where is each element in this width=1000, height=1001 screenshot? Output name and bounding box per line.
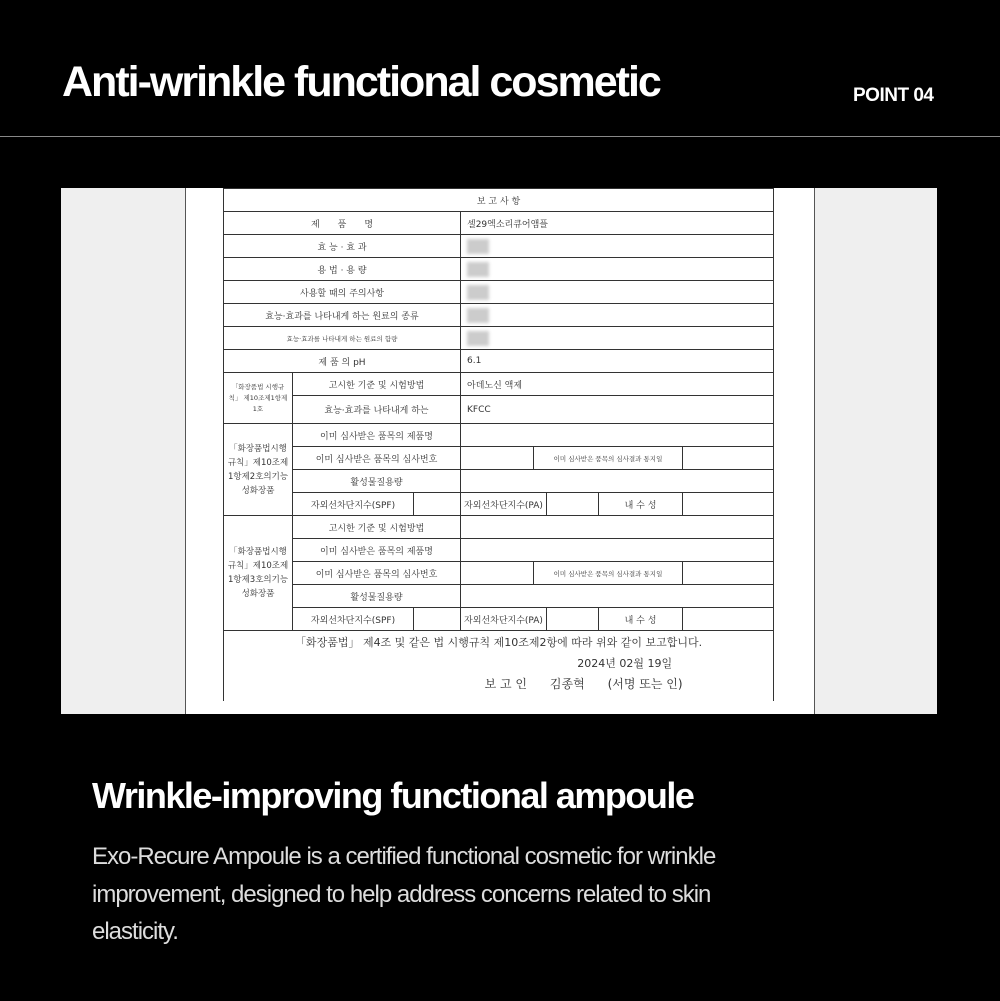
document-image <box>61 188 937 714</box>
row-label: 이미 심사받은 품목의 심사번호 <box>293 447 461 470</box>
point-label: POINT 04 <box>853 85 934 106</box>
redacted-value <box>467 308 489 323</box>
redacted-value <box>467 262 489 277</box>
section-heading: Wrinkle-improving functional ampoule <box>92 775 694 816</box>
redacted-value <box>467 331 489 346</box>
row-label: 자외선차단지수(SPF) <box>293 493 414 516</box>
row-label: 내 수 성 <box>599 493 683 516</box>
reporter-label: 보 고 인 <box>484 677 527 691</box>
row-label: 제 품 명 <box>224 212 461 235</box>
row-label: 활성물질용량 <box>293 585 461 608</box>
report-date: 2024년 02월 19일 <box>577 657 673 670</box>
report-footer <box>224 631 774 701</box>
page-title: Anti-wrinkle functional cosmetic <box>62 58 660 106</box>
row-label: 효능·효과를 나타내게 하는 원료의 함량 <box>224 327 461 350</box>
redacted-value <box>467 285 489 300</box>
row-label: 고시한 기준 및 시험방법 <box>293 373 461 396</box>
group-label: 「화장품법시행규칙」제10조제1항제3호의기능성화장품 <box>224 516 293 631</box>
group-label: 「화장품법 시행규칙」 제10조제1항제1호 <box>224 373 293 424</box>
row-label: 고시한 기준 및 시험방법 <box>293 516 461 539</box>
row-label: 효능·효과를 나타내게 하는 원료의 종류 <box>224 304 461 327</box>
row-label: 이미 심사받은 품목의 심사결과 통지일 <box>534 447 683 470</box>
row-label: 용 법 · 용 량 <box>224 258 461 281</box>
report-table <box>223 188 774 701</box>
row-value: KFCC <box>461 396 774 424</box>
report-heading: 보 고 사 항 <box>224 189 774 212</box>
row-label: 이미 심사받은 품목의 제품명 <box>293 539 461 562</box>
row-value: 6.1 <box>461 350 774 373</box>
reporter-line <box>227 677 770 691</box>
section-body: Exo-Recure Ampoule is a certified functional cosmetic for wrinkle improvement, designed to help address concerns related to skin elasticity. <box>92 843 716 945</box>
row-value: 아데노신 액제 <box>461 373 774 396</box>
header-divider <box>0 136 1000 137</box>
row-label: 사용할 때의 주의사항 <box>224 281 461 304</box>
report-page <box>185 188 815 714</box>
redacted-value <box>467 239 489 254</box>
row-label: 이미 심사받은 품목의 심사번호 <box>293 562 461 585</box>
reporter-name: 김종혁 <box>549 677 585 691</box>
row-value: 셀29엑소리큐어앰플 <box>461 212 774 235</box>
row-label: 효 능 · 효 과 <box>224 235 461 258</box>
row-label: 이미 심사받은 품목의 심사결과 통지일 <box>534 562 683 585</box>
row-label: 자외선차단지수(PA) <box>461 493 547 516</box>
row-label: 제 품 의 pH <box>224 350 461 373</box>
row-label: 이미 심사받은 품목의 제품명 <box>293 424 461 447</box>
report-statement: 「화장품법」 제4조 및 같은 법 시행규칙 제10조제2항에 따라 위와 같이 보고합니다. <box>294 636 703 649</box>
row-label: 효능·효과를 나타내게 하는 <box>293 396 461 424</box>
row-label: 자외선차단지수(PA) <box>461 608 547 631</box>
row-label: 자외선차단지수(SPF) <box>293 608 414 631</box>
group-label: 「화장품법시행규칙」제10조제1항제2호의기능성화장품 <box>224 424 293 516</box>
row-label: 활성물질용량 <box>293 470 461 493</box>
signature-label: (서명 또는 인) <box>607 677 683 691</box>
row-label: 내 수 성 <box>599 608 683 631</box>
